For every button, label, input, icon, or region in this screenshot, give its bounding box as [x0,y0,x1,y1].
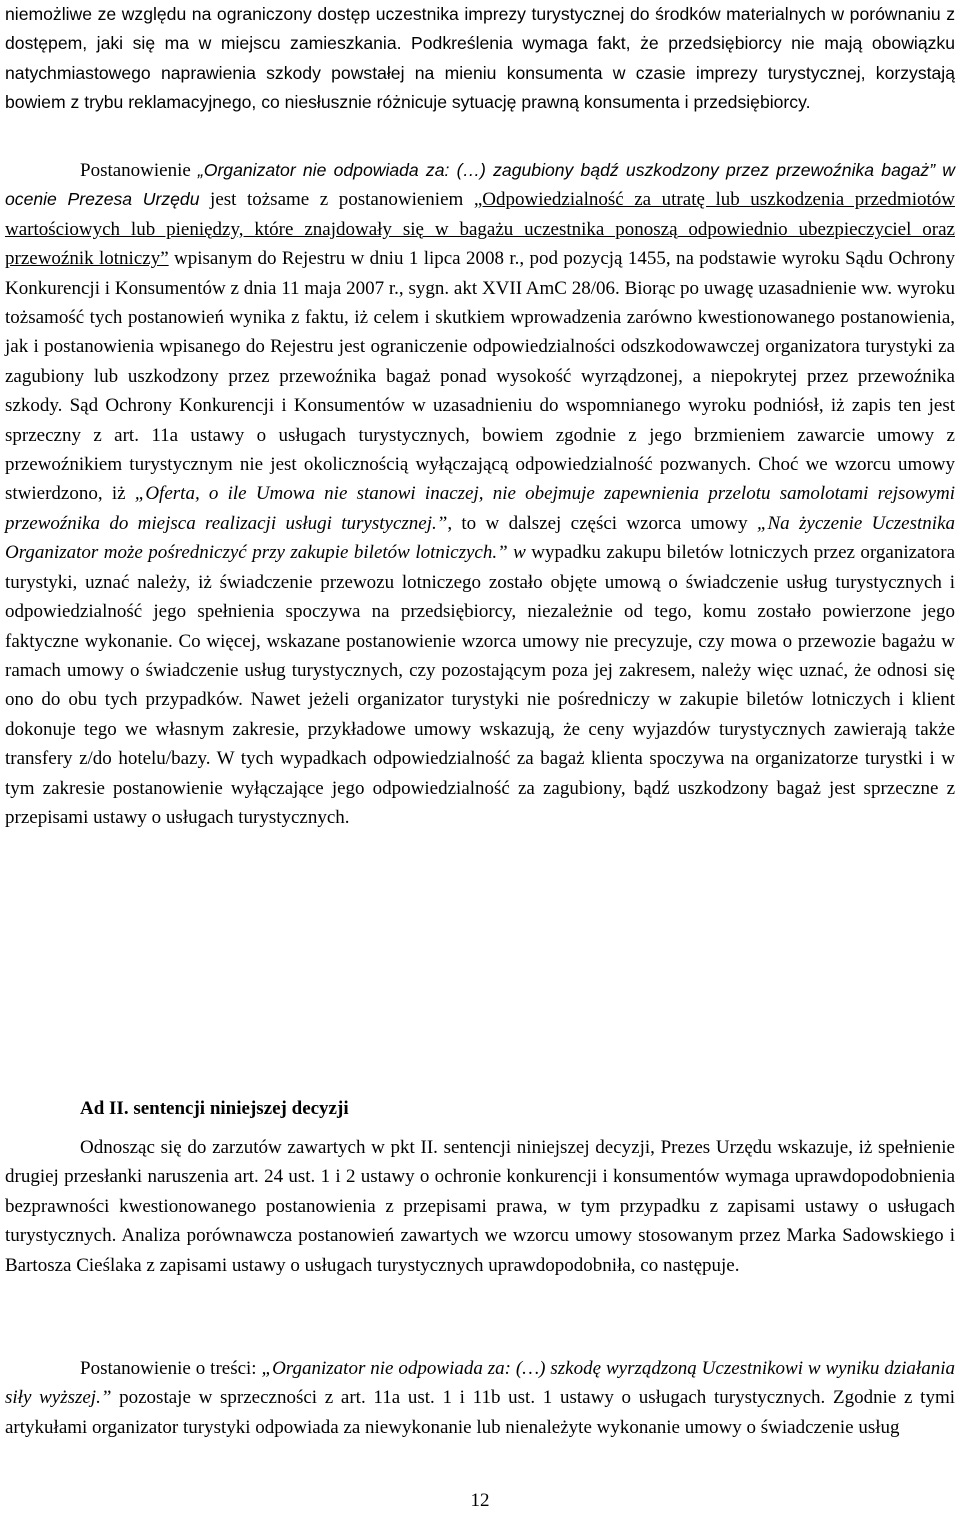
paragraph-4-text: pozostaje w sprzeczności z art. 11a ust. 1 i 11b ust. 1 ustawy o usługach turystycznych. Zgodnie z tymi artykułami organizator turystyki odpowiada za niewykonanie lub nienależyte wykonanie umowy o świadczenie usług [5,1387,956,1438]
quoted-clause-force-majeure: „Organizator nie odpowiada za: (…) szkodę wyrządzoną Uczestnikowi w wyniku działania siły wyższej.” [5,1358,955,1409]
quoted-register-clause: „Odpowiedzialność za utratę lub uszkodzenia przedmiotów wartościowych lub pieniędzy, które znajdowały się w bagażu uczestnika ponoszą odpowiednio ubezpieczyciel oraz przewoźnik lotniczy” [5,189,955,270]
paragraph-2-text-c: , to w dalszej części wzorca umowy [447,512,757,534]
paragraph-2 [5,156,955,832]
paragraph-4 [5,1354,955,1442]
paragraph-2-text-a: jest tożsame z postanowieniem [199,189,474,211]
paragraph-1: niemożliwe ze względu na ograniczony dostęp uczestnika imprezy turystycznej do środków materialnych w porównaniu z dostępem, jaki się ma w miejscu zamieszkania. Podkreślenia wymaga fakt, że przedsiębiorcy nie mają obowiązku natychmiastowego naprawienia szkody powstałej na mieniu konsumenta w czasie imprezy turystycznej, korzystają bowiem z trybu reklamacyjnego, co niesłusznie różnicuje sytuację prawną konsumenta i przedsiębiorcy. [5,4,955,113]
paragraph-2-text-d: wypadku zakupu biletów lotniczych przez organizatora turystyki, uznać należy, iż świadczenie przewozu lotniczego zostało objęte umową o świadczenie usług turystycznych i odpowiedzialność jego spełnienia spoczywa na przedsiębiorcy, niezależnie od tego, komu zostało powierzone jego faktyczne wykonanie. Co więcej, wskazane postanowienie wzorca umowy nie precyzuje, czy mowa o przewozie bagażu w ramach umowy o świadczenie usług turystycznych, czy pozostającym poza jej zakresem, należy więc uznać, że odnosi się ono do obu tych przypadków. Nawet jeżeli organizator turystyki nie pośredniczy w zakupie biletów lotniczych i klient dokonuje tego we własnym zakresie, przykładowe umowy wskazują, że ceny wyjazdów turystycznych zawierają także transfery z/do hotelu/bazy. W tych wypadkach odpowiedzialność za bagaż klienta spoczywa na organizatorze turystki i w tym zakresie postanowienie wyłączające jego odpowiedzialność za zagubiony, bądź uszkodzony bagaż jest sprzeczne z przepisami ustawy o usługach turystycznych. [5,542,956,828]
quoted-clause-offer: „Oferta, o ile Umowa nie stanowi inaczej, nie obejmuje zapewnienia przelotu samolotami rejsowymi przewoźnika do miejsca realizacji usługi turystycznej.” [5,483,955,534]
paragraph-2-lead: Postanowienie [80,160,198,181]
quoted-clause-baggage: „Organizator nie odpowiada za: (…) zagubiony bądź uszkodzony przez przewoźnika bagaż” w ocenie Prezesa Urzędu [5,160,955,210]
quoted-clause-tickets: „Na życzenie Uczestnika Organizator może pośredniczyć przy zakupie biletów lotniczych.” w [5,512,955,564]
paragraph-3: Odnosząc się do zarzutów zawartych w pkt II. sentencji niniejszej decyzji, Prezes Urzędu wskazuje, iż spełnienie drugiej przesłanki naruszenia art. 24 ust. 1 i 2 ustawy o ochronie konkurencji i konsumentów wymaga uprawdopodobnienia bezprawności kwestionowanego postanowienia z przepisami prawa, w tym przypadku z zapisami ustawy o usługach turystycznych. Analiza porównawcza postanowień zawartych we wzorcu umowy stosowanym przez Marka Sadowskiego i Bartosza Cieślaka z zapisami ustawy o usługach turystycznych uprawdopodobniła, co następuje. [5,1137,955,1276]
paragraph-4-lead: Postanowienie o treści: [80,1358,262,1379]
paragraph-2-text-b: wpisanym do Rejestru w dniu 1 lipca 2008 r., pod pozycją 1455, na podstawie wyroku Sądu Ochrony Konkurencji i Konsumentów z dnia 11 maja 2007 r., sygn. akt XVII AmC 28/06. Biorąc po uwagę uzasadnienie ww. wyroku tożsamość tych postanowień wynika z faktu, iż celem i skutkiem wprowadzenia zarówno kwestionowanego postanowienia, jak i postanowienia wpisanego do Rejestru jest ograniczenie odpowiedzialności odszkodowawczej organizatora turystyki za zagubiony lub uszkodzony przez przewoźnika bagaż ponad wysokość wyrządzonej, a niepokrytej przez przewoźnika szkody. Sąd Ochrony Konkurencji i Konsumentów w uzasadnieniu do wspomnianego wyroku podniósł, iż zapis ten jest sprzeczny z art. 11a ustawy o usługach turystycznych, bowiem zgodnie z jego brzmieniem zawarcie umowy z przewoźnikiem turystycznym nie jest okolicznością wyłączającą odpowiedzialność pozwanych. Choć we wzorcu umowy stwierdzono, iż [5,248,955,505]
section-heading-ad-ii: Ad II. sentencji niniejszej decyzji [80,1098,349,1119]
page-number: 12 [470,1490,490,1511]
